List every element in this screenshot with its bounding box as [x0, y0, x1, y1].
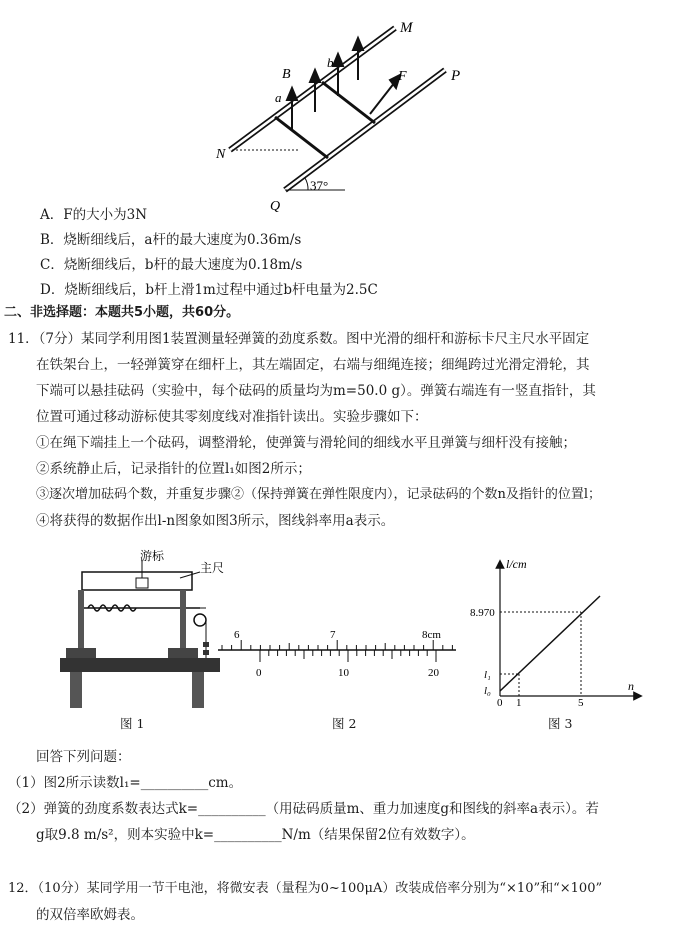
q11-line-2: 在铁架台上，一轻弹簧穿在细杆上，其左端固定，右端与细绳连接；细绳跨过光滑定滑轮，其: [36, 357, 590, 373]
main-tick-8cm: 8cm: [422, 629, 441, 641]
figure-3-caption: 图 3: [548, 716, 573, 731]
q11-step-4: ④将获得的数据作出l-n图象如图3所示，图线斜率用a表示。: [36, 513, 395, 529]
vernier-label: 游标: [140, 549, 165, 563]
q11-step-1: ①在绳下端挂上一个砝码，调整滑轮，使弹簧与滑轮间的细线水平且弹簧与细杆没有接触；: [36, 435, 576, 451]
option-d: D．烧断细线后，b杆上滑1m过程中通过b杆电量为2.5C: [40, 282, 378, 298]
q12-line-2: 的双倍率欧姆表。: [36, 907, 144, 923]
section2-title: 二、非选择题：本题共5小题，共60分。: [4, 305, 240, 320]
option-b: B．烧断细线后，a杆的最大速度为0.36m/s: [40, 232, 302, 248]
y-tick-8970: 8.970: [470, 607, 495, 619]
q11-step-3: ③逐次增加砝码个数，并重复步骤②（保持弹簧在弹性限度内），记录砝码的个数n及指针的位置l；: [36, 487, 602, 502]
label-B: B: [282, 67, 291, 82]
q11-line-3: 下端可以悬挂砝码（实验中，每个砝码的质量均为m=50.0 g）。弹簧右端连有一竖直指针，其: [36, 383, 596, 399]
figure-3-graph: [470, 556, 650, 709]
vernier-tick-20: 20: [428, 667, 439, 679]
main-scale-label: 主尺: [200, 561, 225, 575]
angle-label: 37°: [310, 178, 329, 193]
label-N: N: [216, 147, 226, 162]
label-Q: Q: [270, 199, 281, 214]
main-tick-7: 7: [330, 629, 336, 641]
vernier-tick-10: 10: [338, 667, 349, 679]
option-c: C．烧断细线后，b杆的最大速度为0.18m/s: [40, 257, 303, 273]
main-tick-6: 6: [234, 629, 240, 641]
label-M: M: [400, 20, 413, 36]
sub-question-2-line-2: g取9.8 m/s²，则本实验中k=__________N/m（结果保留2位有效数字）。: [36, 827, 475, 843]
sub-question-2-line-1: （2）弹簧的劲度系数表达式k=__________（用砝码质量m、重力加速度g和图线的斜率a表示）。若: [8, 801, 599, 817]
x-axis-label: n: [628, 679, 634, 693]
answers-intro: 回答下列问题：: [36, 749, 131, 765]
q11-line-1: 11．（7分）某同学利用图1装置测量轻弹簧的劲度系数。图中光滑的细杆和游标卡尺主尺水平固定: [8, 331, 590, 347]
y-tick-l1: l₁: [484, 669, 491, 681]
figure-1-caption: 图 1: [120, 716, 145, 731]
label-a: a: [275, 90, 282, 105]
y-tick-l0: l₀: [484, 685, 491, 697]
figure-2-vernier: [210, 620, 460, 690]
label-P: P: [451, 68, 461, 84]
label-b: b: [327, 55, 334, 70]
q11-step-2: ②系统静止后，记录指针的位置l₁如图2所示；: [36, 461, 311, 477]
figure-2-caption: 图 2: [332, 716, 357, 731]
q12-line-1: 12．（10分）某同学用一节干电池，将微安表（量程为0~100μA）改装成倍率分别为“×10”和“×100”: [8, 881, 603, 896]
vernier-tick-0: 0: [256, 667, 262, 679]
sub-question-1: （1）图2所示读数l₁=__________cm。: [8, 775, 243, 791]
x-tick-1: 1: [516, 697, 522, 709]
label-F: F: [398, 69, 407, 84]
x-tick-5: 5: [578, 697, 584, 709]
q11-line-4: 位置可通过移动游标使其零刻度线对准指针读出。实验步骤如下：: [36, 409, 428, 425]
y-axis-label: l/cm: [506, 557, 527, 571]
incline-figure: [210, 10, 470, 220]
x-tick-0: 0: [497, 697, 503, 709]
option-a: A．F的大小为3N: [40, 207, 148, 223]
figure-1-apparatus: [60, 549, 225, 710]
